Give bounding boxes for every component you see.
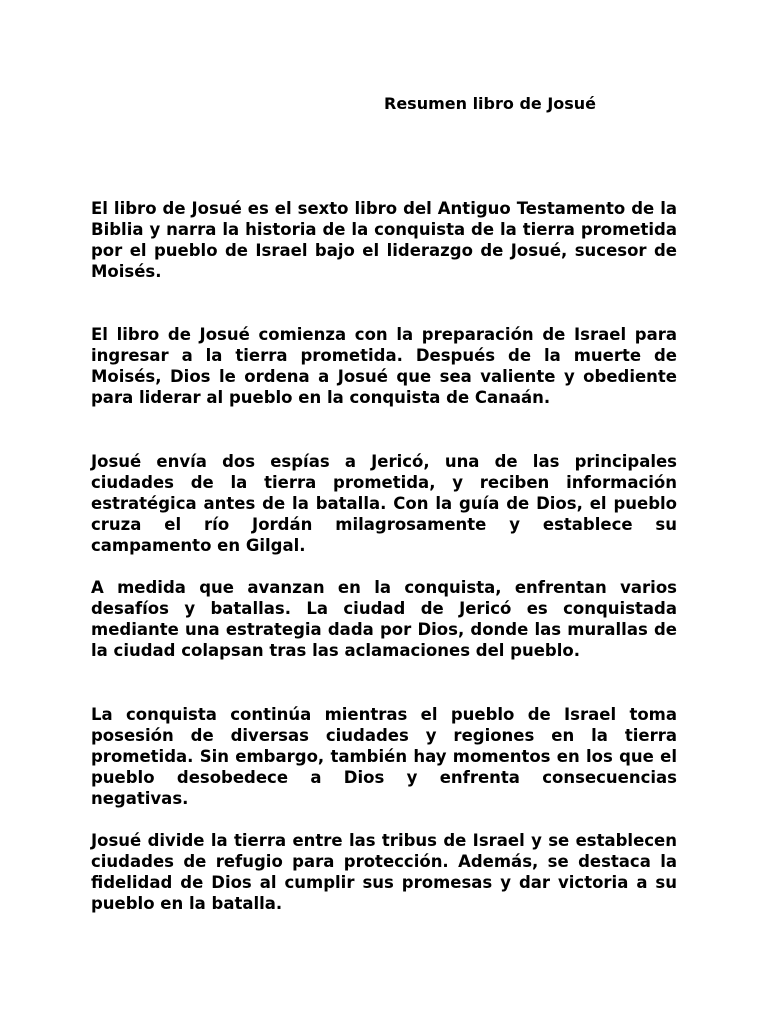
paragraph-conquest: La conquista continúa mientras el pueblo de Israel toma posesión de diversas ciudades y regiones en la tierra prometida. Sin embargo, también hay momentos en los que el pueblo desobedece a Dios y enfrenta consecuencias negativas. [91, 705, 677, 808]
paragraph-division: Josué divide la tierra entre las tribus de Israel y se establecen ciudades de refugio para protección. Además, se destaca la fidelidad de Dios al cumplir sus promesas y dar victoria a su pueblo en la batalla. [91, 831, 677, 913]
paragraph-jericho: A medida que avanzan en la conquista, enfrentan varios desafíos y batallas. La ciudad de Jericó es conquistada mediante una estrategia dada por Dios, donde las murallas de la ciudad colapsan tras las aclamaciones del pueblo. [91, 578, 677, 660]
paragraph-spies: Josué envía dos espías a Jericó, una de las principales ciudades de la tierra prometida, y reciben información estratégica antes de la batalla. Con la guía de Dios, el pueblo cruza el río Jordán milagrosamente y establece su campamento en Gilgal. [91, 452, 677, 555]
document-title: Resumen libro de Josué [384, 94, 597, 113]
paragraph-intro: El libro de Josué es el sexto libro del Antiguo Testamento de la Biblia y narra la historia de la conquista de la tierra prometida por el pueblo de Israel bajo el liderazgo de Josué, sucesor de Moisés. [91, 199, 677, 281]
paragraph-preparation: El libro de Josué comienza con la preparación de Israel para ingresar a la tierra prometida. Después de la muerte de Moisés, Dios le ordena a Josué que sea valiente y obediente para liderar al pueblo en la conquista de Canaán. [91, 325, 677, 407]
